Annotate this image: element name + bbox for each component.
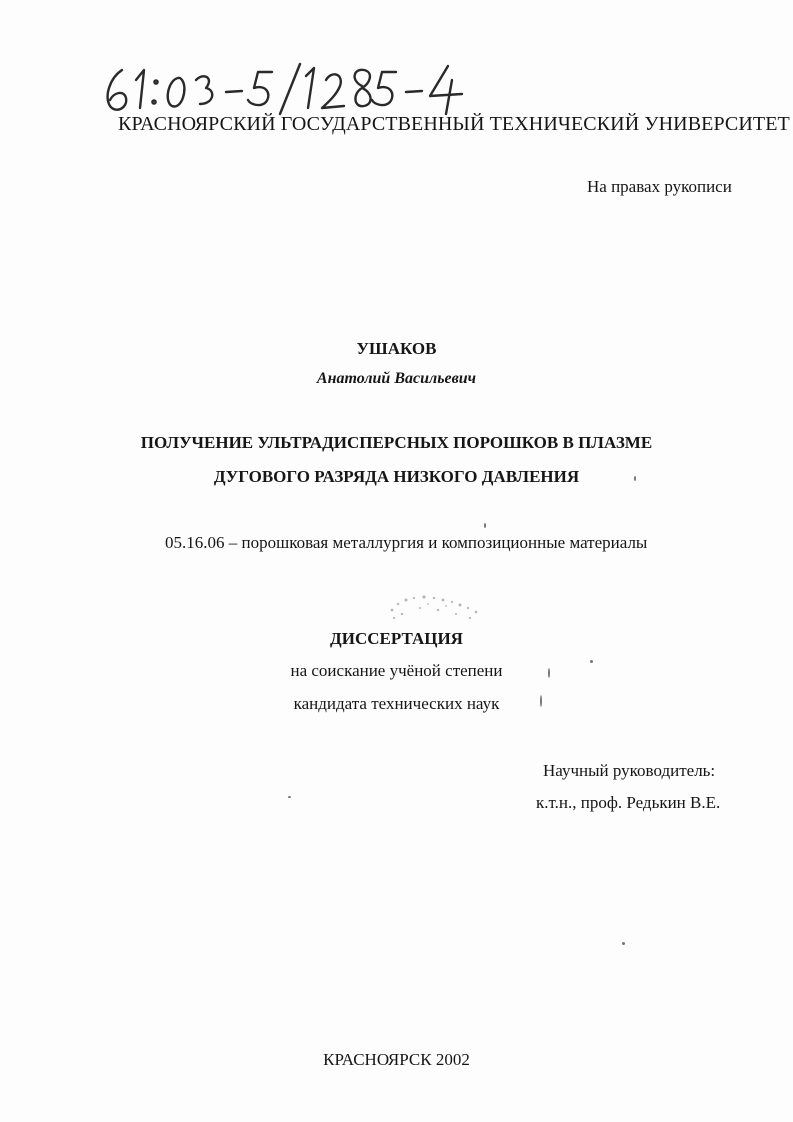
- supervisor-label: Научный руководитель:: [543, 761, 716, 780]
- rights-note: На правах рукописи: [587, 177, 732, 196]
- author-name: Анатолий Васильевич: [316, 370, 477, 387]
- scan-speck: [484, 523, 486, 528]
- university-name: КРАСНОЯРСКИЙ ГОСУДАРСТВЕННЫЙ ТЕХНИЧЕСКИЙ УНИВЕРСИТЕТ: [118, 113, 790, 135]
- specialty-code: 05.16.06 – порошковая металлургия и композиционные материалы: [165, 533, 648, 552]
- thesis-title-line-1: ПОЛУЧЕНИЕ УЛЬТРАДИСПЕРСНЫХ ПОРОШКОВ В ПЛАЗМЕ: [140, 433, 653, 452]
- handwritten-catalog-number: [100, 58, 480, 118]
- scan-speck: [540, 695, 542, 707]
- author-surname: УШАКОВ: [356, 339, 437, 358]
- library-stamp-mark: [380, 588, 490, 628]
- thesis-title-line-2: ДУГОВОГО РАЗРЯДА НИЗКОГО ДАВЛЕНИЯ: [213, 467, 580, 486]
- scan-speck: [622, 942, 625, 945]
- scan-speck: [590, 660, 593, 663]
- scan-speck: [288, 796, 291, 798]
- scan-speck: [634, 476, 636, 481]
- handwriting-graphic: [100, 58, 480, 118]
- supervisor-name: к.т.н., проф. Редькин В.Е.: [536, 793, 721, 812]
- stamp-graphic: [380, 588, 490, 628]
- work-type: ДИССЕРТАЦИЯ: [330, 629, 463, 648]
- degree-line-1: на соискание учёной степени: [290, 661, 503, 680]
- degree-line-2: кандидата технических наук: [293, 694, 500, 713]
- scan-speck: [548, 668, 550, 678]
- city-year: КРАСНОЯРСК 2002: [323, 1050, 470, 1069]
